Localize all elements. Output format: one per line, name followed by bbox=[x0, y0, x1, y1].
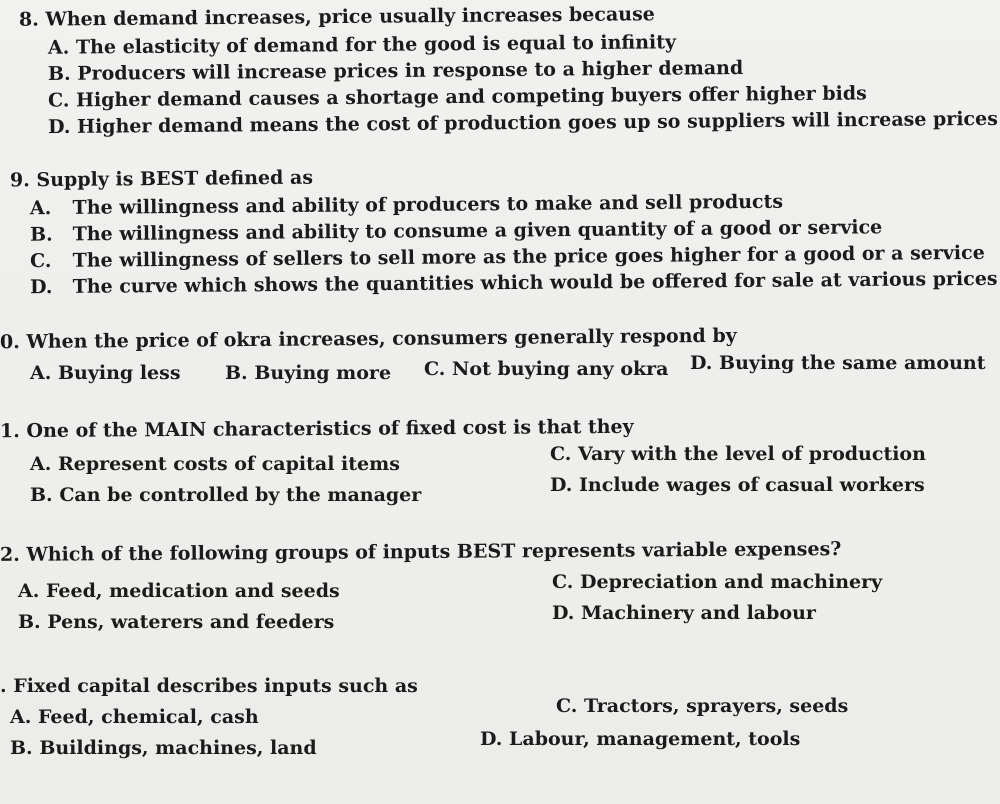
option bbox=[550, 445, 926, 464]
option bbox=[690, 354, 986, 373]
option bbox=[18, 582, 340, 601]
question-number: 9. bbox=[9, 169, 30, 192]
question-stem: Fixed capital describes inputs such as bbox=[13, 675, 418, 697]
option bbox=[30, 455, 400, 474]
option bbox=[225, 364, 391, 383]
option-letter: D. bbox=[550, 474, 573, 496]
option-text: Buying the same amount bbox=[719, 352, 986, 374]
option-text: Vary with the level of production bbox=[578, 443, 926, 465]
option bbox=[29, 241, 985, 273]
option-letter: B. bbox=[225, 362, 248, 384]
option-letter: B. bbox=[10, 737, 33, 759]
question-number: 2. bbox=[0, 543, 20, 566]
option bbox=[29, 267, 998, 299]
option-letter: C. bbox=[29, 249, 52, 273]
option-text: Tractors, sprayers, seeds bbox=[584, 695, 849, 717]
option-text: The willingness and ability to consume a given quantity of a good or service bbox=[72, 216, 883, 246]
option-letter: A. bbox=[18, 580, 40, 602]
option-letter: C. bbox=[550, 443, 572, 465]
question-number: 1. bbox=[0, 420, 20, 443]
option-letter: B. bbox=[30, 484, 53, 506]
option bbox=[47, 107, 998, 139]
question-8 bbox=[19, 5, 655, 30]
option bbox=[30, 218, 882, 244]
question-stem: One of the MAIN characteristics of fixed cost is that they bbox=[26, 415, 634, 443]
option-letter: A. bbox=[30, 453, 52, 475]
question-number: . bbox=[0, 675, 7, 697]
option bbox=[424, 360, 668, 379]
question-11 bbox=[0, 415, 634, 443]
option-letter: D. bbox=[47, 115, 71, 139]
question-9 bbox=[9, 166, 314, 192]
option bbox=[47, 56, 744, 86]
option-text: Not buying any okra bbox=[452, 358, 669, 380]
option-text: Higher demand means the cost of production goes up so suppliers will increase prices bbox=[76, 107, 998, 138]
option-text: Machinery and labour bbox=[581, 602, 816, 624]
option-text: The curve which shows the quantities which would be offered for sale at various prices bbox=[72, 267, 998, 298]
option-letter: A. bbox=[47, 36, 70, 59]
option-letter: D. bbox=[29, 276, 53, 299]
option-text: The elasticity of demand for the good is equal to infinity bbox=[75, 31, 677, 59]
option bbox=[556, 697, 848, 716]
question-number: 0. bbox=[0, 331, 20, 354]
option-text: Buying more bbox=[254, 362, 392, 384]
option-letter: A. bbox=[10, 706, 32, 728]
option-letter: C. bbox=[552, 571, 574, 593]
option-text: The willingness of sellers to sell more as the price goes higher for a good or a service bbox=[72, 241, 985, 272]
option-text: Buildings, machines, land bbox=[39, 737, 317, 759]
question-stem: When demand increases, price usually increases because bbox=[45, 3, 655, 31]
option bbox=[48, 84, 867, 110]
question-12 bbox=[0, 540, 841, 565]
option-text: Buying less bbox=[57, 362, 181, 384]
option bbox=[550, 476, 925, 495]
option bbox=[18, 613, 334, 632]
question-stem: Which of the following groups of inputs BEST represents variable expenses? bbox=[26, 538, 842, 566]
option-text: Higher demand causes a shortage and competing buyers offer higher bids bbox=[75, 82, 867, 112]
option-letter: C. bbox=[424, 358, 446, 380]
option bbox=[10, 708, 259, 727]
option-letter: C. bbox=[556, 695, 578, 717]
option bbox=[30, 486, 421, 505]
option-letter: D. bbox=[480, 728, 503, 750]
option-letter: D. bbox=[552, 602, 575, 624]
option bbox=[552, 573, 882, 592]
question-number: 8. bbox=[18, 8, 39, 31]
option-letter: A. bbox=[29, 197, 52, 220]
option-text: The willingness and ability of producers to make and sell products bbox=[72, 190, 784, 219]
option-letter: B. bbox=[47, 62, 71, 86]
option-text: Producers will increase prices in response to a higher demand bbox=[77, 56, 744, 85]
question-10 bbox=[0, 324, 737, 354]
option-letter: C. bbox=[47, 89, 70, 112]
option bbox=[29, 190, 784, 220]
option-letter: B. bbox=[18, 611, 41, 633]
question-stem: When the price of okra increases, consumers generally respond by bbox=[26, 324, 737, 353]
option-text: Depreciation and machinery bbox=[580, 571, 883, 593]
option-text: Pens, waterers and feeders bbox=[47, 611, 335, 633]
option-letter: B. bbox=[29, 223, 53, 246]
option-text: Labour, management, tools bbox=[509, 728, 801, 750]
question-13 bbox=[0, 677, 418, 696]
option-text: Feed, chemical, cash bbox=[37, 706, 259, 728]
question-stem: Supply is BEST defined as bbox=[36, 166, 314, 192]
option-text: Include wages of casual workers bbox=[579, 474, 925, 496]
option bbox=[552, 604, 816, 623]
option-letter: D. bbox=[690, 352, 713, 374]
option-letter: A. bbox=[30, 362, 52, 384]
option bbox=[30, 364, 181, 383]
option bbox=[10, 739, 317, 758]
option-text: Represent costs of capital items bbox=[57, 453, 400, 475]
option-text: Can be controlled by the manager bbox=[59, 484, 422, 506]
option bbox=[480, 730, 800, 749]
option-text: Feed, medication and seeds bbox=[45, 580, 340, 602]
option bbox=[48, 33, 676, 57]
